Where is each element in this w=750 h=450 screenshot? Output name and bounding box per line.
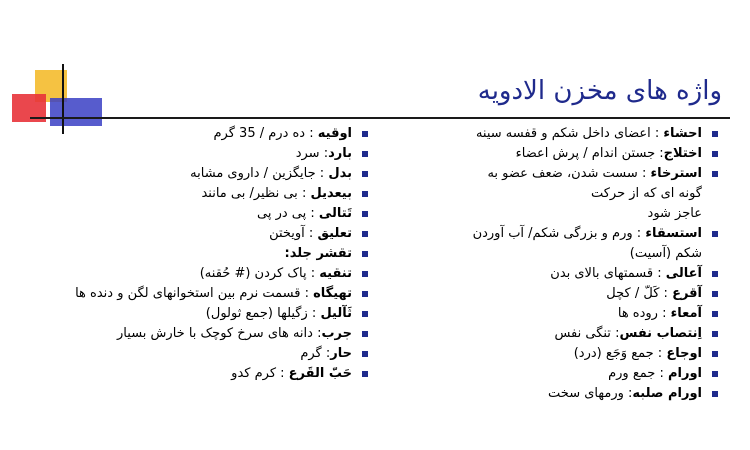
list-item xyxy=(70,245,370,262)
definition: قسمت نرم بین استخوانهای لگن و دنده ها xyxy=(75,286,301,301)
list-item xyxy=(70,145,370,162)
list-item xyxy=(70,325,370,342)
term: اوجاع xyxy=(666,346,702,361)
term: تنقیه xyxy=(319,266,352,281)
definition: بی نظیر/ بی مانند xyxy=(201,186,298,201)
page-title: واژه های مخزن الادویه xyxy=(477,76,722,106)
list-item xyxy=(420,305,720,322)
term: تهیگاه xyxy=(313,286,352,301)
term: ثَآلیل xyxy=(320,306,352,321)
list-item xyxy=(420,325,720,342)
separator: : xyxy=(321,346,331,361)
definition: پاک کردن (# حُقنه) xyxy=(199,266,307,281)
list-item xyxy=(70,365,370,382)
list-item xyxy=(70,185,370,202)
definition: اعضای داخل شکم و قفسه سینه xyxy=(475,126,651,141)
definition: آویختن xyxy=(269,226,305,241)
term: تعلیق xyxy=(317,226,352,241)
separator: : xyxy=(637,166,651,181)
separator: : xyxy=(304,226,318,241)
list-item xyxy=(70,225,370,242)
separator: : xyxy=(623,386,633,401)
list-item xyxy=(70,305,370,322)
separator: : xyxy=(653,266,666,281)
definition: جمع وَجَع (درد) xyxy=(573,346,654,361)
separator: : xyxy=(657,306,671,321)
term: بدل xyxy=(328,166,352,181)
definition: گرم xyxy=(300,346,322,361)
list-item xyxy=(420,125,720,142)
definition: جستن اندام / پرش اعضاء xyxy=(515,146,656,161)
definition: جایگزین / داروی مشابه xyxy=(190,166,316,181)
definition: سست شدن، ضعف عضو به xyxy=(487,166,638,181)
definition: کَلّ / کچل xyxy=(606,286,660,301)
list-item xyxy=(420,145,720,162)
term: آمعاء xyxy=(670,306,702,321)
definition: تنگی نفس xyxy=(554,326,611,341)
left-term-list xyxy=(70,125,370,385)
list-item xyxy=(70,125,370,142)
definition: ده درم / 35 گرم xyxy=(213,126,306,141)
list-item xyxy=(70,165,370,182)
list-item xyxy=(70,205,370,222)
list-item xyxy=(420,225,720,242)
term: تقشر جلد: xyxy=(284,246,352,261)
list-item xyxy=(420,165,720,182)
definition: دانه های سرخ کوچک با خارش بسیار xyxy=(117,326,313,341)
separator: : xyxy=(307,306,321,321)
title-divider xyxy=(30,117,730,119)
list-item xyxy=(420,285,720,302)
separator: : xyxy=(655,366,668,381)
definition: زگیلها (جمع ثولول) xyxy=(205,306,308,321)
separator: : xyxy=(653,346,667,361)
definition: قسمتهای بالای بدن xyxy=(550,266,654,281)
continuation-line: عاجز شود xyxy=(647,206,702,221)
definition: ورم و بزرگی شکم/ آب آوردن xyxy=(472,226,633,241)
separator: : xyxy=(312,326,322,341)
term: حَبّ القَرع xyxy=(288,366,352,381)
right-term-list xyxy=(420,125,720,405)
list-item xyxy=(70,265,370,282)
definition: سرد xyxy=(295,146,320,161)
separator: : xyxy=(650,126,664,141)
separator: : xyxy=(306,206,319,221)
separator: : xyxy=(305,126,318,141)
list-item xyxy=(420,265,720,282)
definition: کرم کدو xyxy=(231,366,277,381)
term: اورام xyxy=(667,366,702,381)
term: بیعدیل xyxy=(310,186,352,201)
term: اورام صلبه xyxy=(632,386,702,401)
separator: : xyxy=(655,146,664,161)
term: احشاء xyxy=(663,126,702,141)
term: اختلاج xyxy=(663,146,702,161)
separator: : xyxy=(276,366,289,381)
list-item xyxy=(420,345,720,362)
definition: پی در پی xyxy=(256,206,307,221)
separator: : xyxy=(300,286,314,301)
separator: : xyxy=(315,166,329,181)
separator: : xyxy=(632,226,646,241)
continuation-line: شکم (آسیت) xyxy=(629,246,702,261)
separator: : xyxy=(297,186,311,201)
term: تَتالی xyxy=(318,206,352,221)
term: آعالی xyxy=(665,266,702,281)
term: استسقاء xyxy=(645,226,702,241)
separator: : xyxy=(610,326,620,341)
term: اِنتصاب نفس xyxy=(619,326,702,341)
separator: : xyxy=(306,266,320,281)
definition: روده ها xyxy=(617,306,658,321)
term: استرخاء xyxy=(650,166,702,181)
term: اوقیه xyxy=(317,126,352,141)
term: بارد xyxy=(328,146,352,161)
definition: ورمهای سخت xyxy=(548,386,624,401)
continuation-line: گونه ای که از حرکت xyxy=(590,186,702,201)
list-item xyxy=(70,285,370,302)
list-item xyxy=(420,385,720,402)
list-item xyxy=(70,345,370,362)
term: آقرع xyxy=(672,286,702,301)
separator: : xyxy=(659,286,673,301)
separator: : xyxy=(319,146,329,161)
list-item xyxy=(420,365,720,382)
term: حار xyxy=(330,346,352,361)
definition: جمع ورم xyxy=(608,366,656,381)
term: جرب xyxy=(321,326,352,341)
